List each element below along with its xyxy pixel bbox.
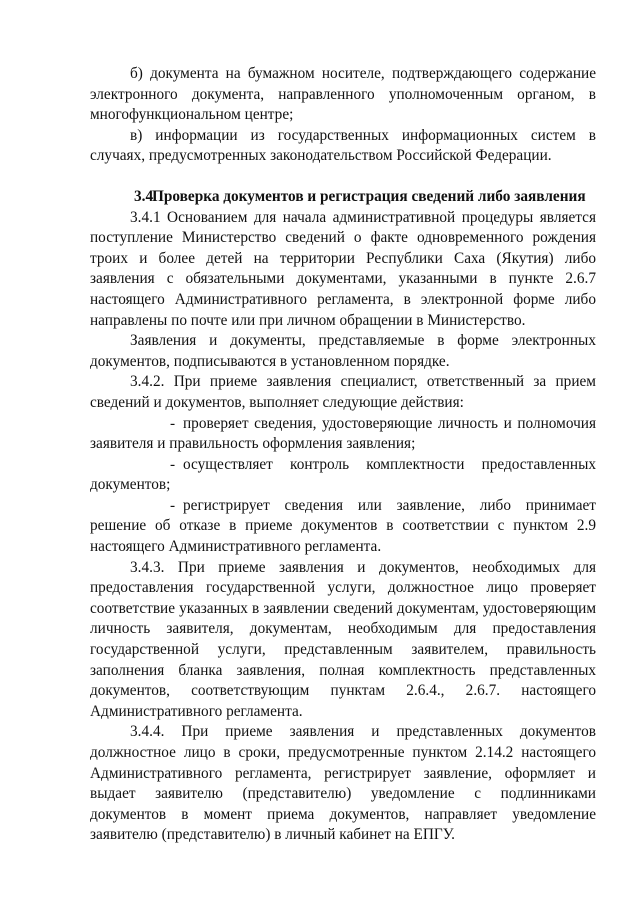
dash-item <box>90 455 596 496</box>
dash-mark: - <box>170 455 176 473</box>
section-heading <box>90 187 596 208</box>
paragraph-item-b: б) документа на бумажном носителе, подтверждающего содержание электронного документа, направленного уполномоченным органом, в многофункциональном центре; <box>90 65 596 124</box>
section-number: 3.4 <box>134 187 154 205</box>
dash-mark: - <box>170 496 176 514</box>
paragraph-3-4-3: 3.4.3. При приеме заявления и документов, необходимых для предоставления государственной услуги, должностное лицо проверяет соответствие указанных в заявлении сведений документам, удостоверяющим личность заявителя, документам, необходимым для предоставления государственной услуги, представленным заявителем, правильность заполнения бланка заявления, полная комплектность представленных документов, соответствующим пунктам 2.6.4., 2.6.7. настоящего Административного регламента. <box>90 558 596 720</box>
dash-text: регистрирует сведения или заявление, либо принимает решение об отказе в приеме документов в соответствии с пунктом 2.9 настоящего Административного регламента. <box>90 496 596 556</box>
paragraph-3-4-4: 3.4.4. При приеме заявления и представленных документов должностное лицо в сроки, предусмотренные пунктом 2.14.2 настоящего Административного регламента, регистрирует заявление, оформляет и выдает заявителю (представителю) уведомление с подлинниками документов в момент приема документов, направляет уведомление заявителю (представителю) в личный кабинет на ЕПГУ. <box>90 723 596 844</box>
paragraph-3-4-2: 3.4.2. При приеме заявления специалист, ответственный за прием сведений и документов, выполняет следующие действия: <box>90 373 596 411</box>
dash-text: проверяет сведения, удостоверяющие личность и полномочия заявителя и правильность оформления заявления; <box>90 414 596 453</box>
dash-text: осуществляет контроль комплектности предоставленных документов; <box>90 455 596 494</box>
document-page <box>90 64 596 846</box>
paragraph-item-v: в) информации из государственных информационных систем в случаях, предусмотренных законодательством Российской Федерации. <box>90 126 596 165</box>
section-title: Проверка документов и регистрация сведений либо заявления <box>152 187 586 205</box>
dash-mark: - <box>170 414 176 432</box>
dash-item <box>90 414 596 455</box>
paragraph-3-4-1: 3.4.1 Основанием для начала административной процедуры является поступление Министерство сведений о факте одновременного рождения троих и более детей на территории Республики Саха (Якутия) либо заявления с обязательными документами, указанными в пункте 2.6.7 настоящего Административного регламента, в электронной форме либо направлены по почте или при личном обращении в Министерство. <box>90 208 596 329</box>
paragraph-signed: Заявления и документы, представляемые в форме электронных документов, подписываются в установленном порядке. <box>90 332 596 370</box>
dash-item <box>90 496 596 558</box>
